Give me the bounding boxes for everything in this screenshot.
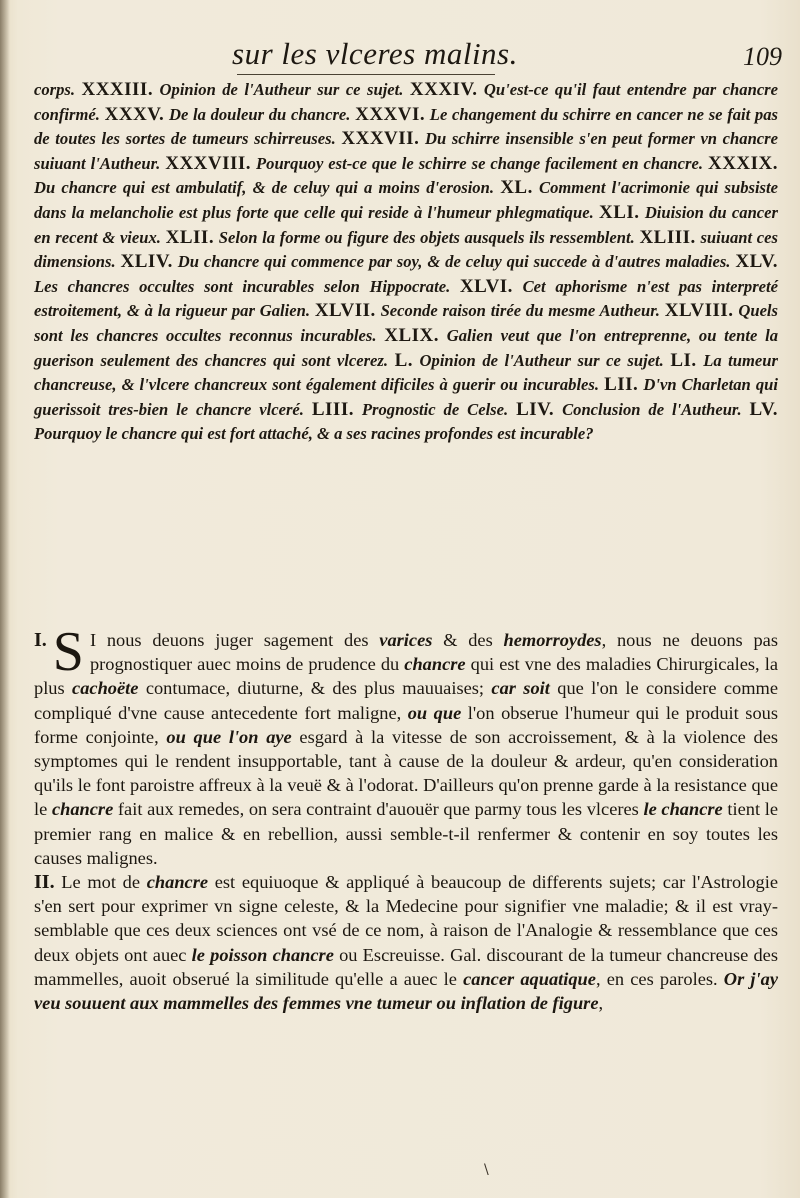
paragraph-text: , en ces paroles.	[595, 968, 724, 989]
summary-numeral: L.	[394, 349, 413, 371]
italic-term: hemorroydes	[503, 630, 602, 650]
summary-numeral: LV.	[749, 398, 778, 420]
paragraph-text: esgard à la vitesse de son accroissement, & à la violence des symptomes qui le rendent insupportable, tant à cause de la douleur & ardeur, qu'en consideration qu'ils le font paroistre affreux à la veuë & à l'odorat. D'ailleurs qu'on prenne garde à la resistance que le	[34, 726, 779, 820]
summary-text: Cet aphorisme n'est pas interpreté estroitement, & à la rigueur par Galien.	[34, 276, 778, 321]
paragraph-text: qui est vne des maladies Chirurgicales, la plus	[34, 654, 778, 699]
paragraph-number: II.	[34, 871, 55, 894]
summary-text: Conclusion de l'Autheur.	[554, 399, 750, 419]
running-head	[0, 36, 800, 76]
summary-text: Diuision du cancer en recent & vieux.	[34, 202, 778, 247]
summary-text: Du chancre qui est ambulatif, & de celuy qui a moins d'erosion.	[34, 178, 501, 198]
paragraph-text: fait aux remedes, on sera contraint d'auouër que parmy tous les vlceres	[113, 799, 644, 820]
italic-term: chancre	[404, 654, 466, 675]
paragraph-text: tient le premier rang en malice & en rebellion, aussi semble-t-il renfermer & contenir en soy toutes les causes malignes.	[34, 799, 779, 868]
italic-term: cancer aquatique	[463, 968, 596, 989]
italic-term: varices	[379, 630, 433, 650]
summary-text: Selon la forme ou figure des objets ausquels ils ressemblent.	[214, 227, 640, 247]
summary-text: De la douleur du chancre.	[164, 104, 356, 124]
italic-term: cachoëte	[72, 678, 139, 699]
summary-text: Prognostic de Celse.	[353, 399, 517, 419]
paragraph-text: contumace, diuturne, & des plus mauuaises;	[138, 678, 492, 699]
summary-text: Seconde raison tirée du mesme Autheur.	[375, 301, 665, 321]
chapter-summary	[34, 78, 778, 447]
italic-term: ou que	[407, 702, 462, 723]
summary-numeral: XXXVI.	[355, 103, 426, 125]
italic-term: le chancre	[643, 799, 723, 820]
paragraph-text: est equiuoque & appliqué à beaucoup de differents sujets; car l'Astrologie s'en sert pour exprimer vn signe celeste, & la Medecine pour signifier vne maladie; & il est vray-semblable que ces deux sciences ont vsé de ce nom, à raison de l'Analogie & ressemblance que ces deux objets ont auec	[34, 872, 778, 965]
summary-numeral: XLIII.	[639, 226, 696, 248]
summary-numeral: LIII.	[311, 398, 354, 420]
paragraph	[34, 870, 778, 1015]
paragraph-text: I nous deuons juger sagement des	[89, 630, 380, 650]
summary-text: Pourquoy est-ce que le schirre se change facilement en chancre.	[251, 153, 708, 173]
summary-text: Qu'est-ce qu'il faut entendre par chancre confirmé.	[34, 80, 779, 124]
summary-numeral: XLVII.	[314, 300, 376, 322]
summary-numeral: XLV.	[735, 251, 779, 273]
summary-numeral: XLIX.	[384, 324, 440, 346]
summary-numeral: LII.	[604, 374, 639, 396]
summary-text: corps.	[34, 80, 82, 99]
summary-text: Quels sont les chancres occultes reconnus incurables.	[34, 301, 778, 345]
summary-text: suiuant ces dimensions.	[34, 227, 778, 272]
summary-numeral: LIV.	[516, 398, 555, 420]
summary-text: Du schirre insensible s'en peut former vn chancre suiuant l'Autheur.	[34, 129, 778, 173]
summary-text: Le changement du schirre en cancer ne se fait pas de toutes les sortes de tumeurs schirreuses.	[34, 104, 778, 149]
gutter-shadow	[0, 0, 10, 1198]
summary-text: Opinion de l'Autheur sur ce sujet.	[413, 350, 671, 370]
drop-cap: S	[52, 621, 84, 683]
paragraph-text: ,	[598, 993, 604, 1014]
body-text	[34, 621, 779, 1015]
summary-numeral: XLI.	[599, 201, 640, 223]
summary-numeral: XLIV.	[120, 251, 173, 273]
summary-numeral: XXXVIII.	[165, 152, 252, 174]
summary-text: Pourquoy le chancre qui est fort attaché, & a ses racines profondes est incurable?	[34, 424, 594, 444]
paragraph-text: Le mot de	[54, 872, 147, 893]
summary-numeral: XL.	[500, 177, 533, 199]
summary-numeral: XXXIV.	[409, 79, 478, 100]
summary-numeral: XLVIII.	[664, 300, 734, 322]
summary-numeral: XXXIII.	[81, 79, 154, 100]
paragraph-text: l'on obserue l'humeur qui le produit sous forme conjointe,	[34, 702, 778, 747]
italic-term: ou que l'on aye	[166, 726, 292, 747]
running-title: sur les vlceres malins.	[232, 36, 518, 71]
summary-text: Galien veut que l'on entreprenne, ou tente la guerison seulement des chancres qui sont vlcerez.	[34, 325, 778, 370]
page-number: 109	[743, 42, 782, 71]
paragraph-number: I.	[34, 629, 47, 651]
running-head-rule	[237, 74, 495, 75]
summary-numeral: XXXVII.	[341, 128, 420, 150]
summary-text: La tumeur chancreuse, & l'vlcere chancreux sont également dificiles à guerir ou incurables.	[34, 350, 778, 395]
summary-numeral: XLVI.	[459, 275, 513, 297]
summary-text: Du chancre qui commence par soy, & de celuy qui succede à d'autres maladies.	[172, 252, 736, 272]
summary-text: Comment l'acrimonie qui subsiste dans la melancholie est plus forte que celle qui reside à l'humeur phlegmatique.	[34, 178, 778, 222]
paragraph-text: & des	[432, 630, 504, 650]
summary-numeral: LI.	[670, 349, 697, 371]
paragraph-text: , nous ne deuons pas prognostiquer auec moins de prudence du	[89, 630, 778, 675]
summary-numeral: XXXIX.	[707, 152, 778, 174]
summary-numeral: XLII.	[165, 226, 215, 248]
page-mark: \	[484, 1162, 489, 1178]
italic-term: chancre	[51, 799, 114, 820]
paragraph	[34, 621, 779, 870]
paragraph-text: que l'on le considere comme compliqué d'vne cause antecedente fort maligne,	[34, 678, 778, 723]
italic-term: le poisson chancre	[191, 944, 334, 965]
summary-numeral: XXXV.	[104, 103, 165, 125]
paragraph-text: ou Escreuisse. Gal. discourant de la tumeur chancreuse des mammelles, auoit obserué la similitude qu'elle a auec le	[34, 944, 778, 989]
italic-term: chancre	[146, 872, 209, 893]
summary-text: D'vn Charletan qui guerissoit tres-bien le chancre vlceré.	[34, 375, 778, 419]
italic-term: Or j'ay veu souuent aux mammelles des femmes vne tumeur ou inflation de figure	[34, 968, 778, 1014]
summary-text: Opinion de l'Autheur sur ce sujet.	[153, 80, 410, 99]
summary-text: Les chancres occultes sont incurables selon Hippocrate.	[34, 276, 460, 296]
italic-term: car soit	[491, 678, 550, 699]
